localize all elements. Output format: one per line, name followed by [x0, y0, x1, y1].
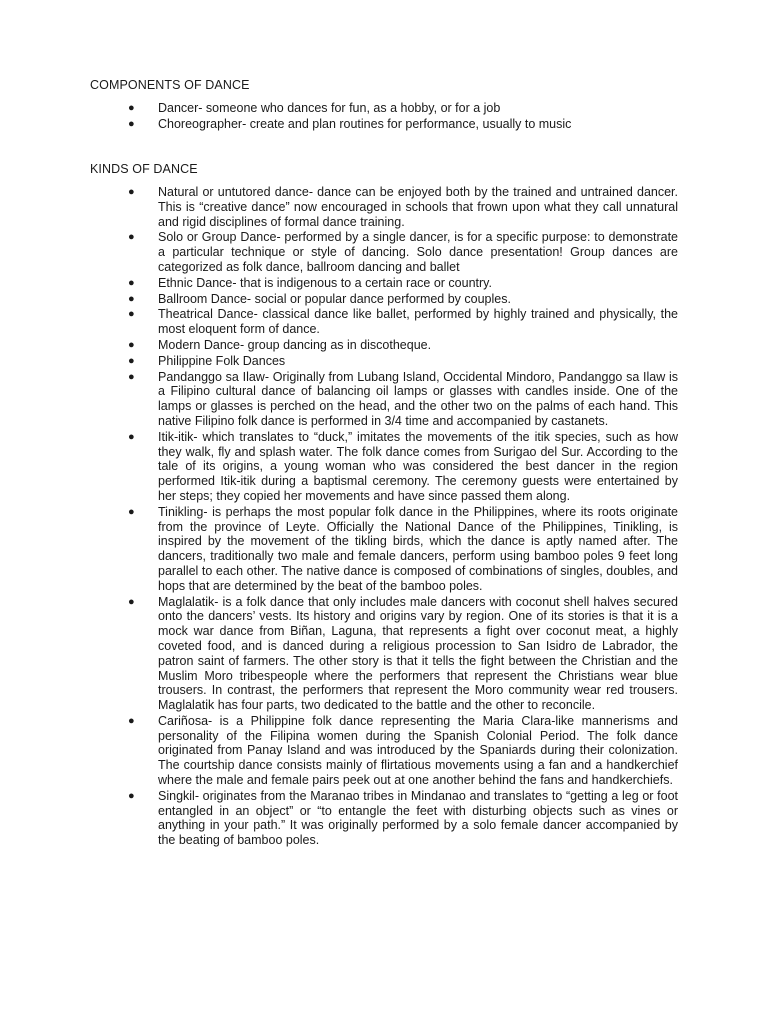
list-item [90, 230, 678, 274]
list-item-text: Pandanggo sa Ilaw- Originally from Lubang Island, Occidental Mindoro, Pandanggo sa Ilaw is a Filipino cultural dance of balancing oil lamps or glasses with candles inside. One of the lamps or glasses is perched on the head, and the other two on the palms of each hand. This native Filipino folk dance is performed in 3/4 time and accompanied by castanets. [158, 369, 678, 428]
list-item [90, 595, 678, 713]
list-item [90, 101, 678, 116]
list-item-text: Theatrical Dance- classical dance like ballet, performed by highly trained and physically, the most eloquent form of dance. [158, 307, 678, 337]
list-item [90, 370, 678, 429]
list-item [90, 276, 678, 291]
list-item-text: Singkil- originates from the Maranao tribes in Mindanao and translates to “getting a leg or foot entangled in an object” or “to entangle the feet with disturbing objects such as vines or anything in your path.” It was originally performed by a solo female dancer accompanied by the beating of bamboo poles. [158, 788, 678, 848]
list-item [90, 789, 678, 848]
list-item [90, 185, 678, 229]
list-item [90, 338, 678, 353]
list-item [90, 714, 678, 788]
list-item-text: Choreographer- create and plan routines for performance, usually to music [158, 116, 572, 131]
bullet-icon: ● [128, 789, 135, 802]
list-item [90, 354, 678, 369]
list-item [90, 117, 678, 132]
kinds-list [90, 185, 678, 849]
bullet-icon: ● [128, 714, 135, 727]
bullet-icon: ● [128, 102, 135, 114]
bullet-icon: ● [128, 308, 135, 321]
list-item [90, 430, 678, 504]
bullet-icon: ● [128, 276, 135, 289]
components-list [90, 101, 678, 133]
bullet-icon: ● [128, 354, 135, 367]
bullet-icon: ● [128, 231, 135, 244]
bullet-icon: ● [128, 186, 135, 198]
bullet-icon: ● [128, 117, 135, 130]
list-item-text: Cariñosa- is a Philippine folk dance representing the Maria Clara-like mannerisms and personality of the Filipina women during the Spanish Colonial Period. The folk dance originated from Panay Island and was introduced by the Spaniards during their colonization. The courtship dance consists mainly of flirtatious movements using a fan and a handkerchief where the male and female pairs peek out at one another behind the fans and handkerchiefs. [158, 713, 678, 788]
list-item-text: Philippine Folk Dances [158, 353, 286, 368]
list-item [90, 505, 678, 594]
bullet-icon: ● [128, 292, 135, 305]
list-item-text: Dancer- someone who dances for fun, as a hobby, or for a job [158, 101, 501, 115]
components-of-dance-heading: COMPONENTS OF DANCE [90, 78, 250, 92]
list-item [90, 292, 678, 307]
list-item-text: Tinikling- is perhaps the most popular folk dance in the Philippines, where its roots originate from the province of Leyte. Officially the National Dance of the Philippines, Tinikling, is inspired by the movement of the tikling birds, which the dance is aptly named after. The dancers, traditionally two male and female dancers, perform using bamboo poles 9 feet long parallel to each other. The native dance is composed of combinations of singles, doubles, and hops that are determined by the beat of the bamboo poles. [158, 504, 678, 593]
bullet-icon: ● [128, 505, 135, 518]
list-item-text: Solo or Group Dance- performed by a single dancer, is for a specific purpose: to demonstrate a particular technique or style of dancing. Solo dance presentation! Group dances are categorized as folk dance, ballroom dancing and ballet [158, 230, 678, 274]
bullet-icon: ● [128, 338, 135, 351]
bullet-icon: ● [128, 595, 135, 608]
list-item-text: Natural or untutored dance- dance can be enjoyed both by the trained and untrained dancer. This is “creative dance” now encouraged in schools that frown upon what they call unnatural and rigid disciplines of formal dance training. [158, 185, 678, 229]
list-item-text: Maglalatik- is a folk dance that only includes male dancers with coconut shell halves secured onto the dancers’ vests. Its history and origins vary by region. One of its stories is that it is a mock war dance from Biñan, Laguna, that represents a fight over coconut meat, a highly coveted food, and is danced during a religious procession to San Isidro de Labrador, the patron saint of farmers. The other story is that it tells the fight between the Christian and the Muslim Moro tribespeople where the performers that represent the Christians wear blue trousers. In contrast, the performers that represent the Moro community wear red trousers. Maglalatik has four parts, two dedicated to the battle and the other to reconcile. [158, 594, 678, 713]
bullet-icon: ● [128, 430, 135, 443]
kinds-of-dance-heading: KINDS OF DANCE [90, 162, 198, 176]
list-item [90, 307, 678, 337]
list-item-text: Ethnic Dance- that is indigenous to a certain race or country. [158, 275, 492, 290]
list-item-text: Itik-itik- which translates to “duck,” imitates the movements of the itik species, such as how they walk, fly and splash water. The folk dance comes from Surigao del Sur. According to the tale of its origins, a young woman who was considered the best dancer in the region performed Itik-itik during a baptismal ceremony. The ceremony guests were entertained by her steps; they copied her movements and have since passed them along. [158, 429, 678, 503]
list-item-text: Ballroom Dance- social or popular dance performed by couples. [158, 291, 511, 306]
bullet-icon: ● [128, 370, 135, 383]
list-item-text: Modern Dance- group dancing as in discotheque. [158, 337, 432, 352]
